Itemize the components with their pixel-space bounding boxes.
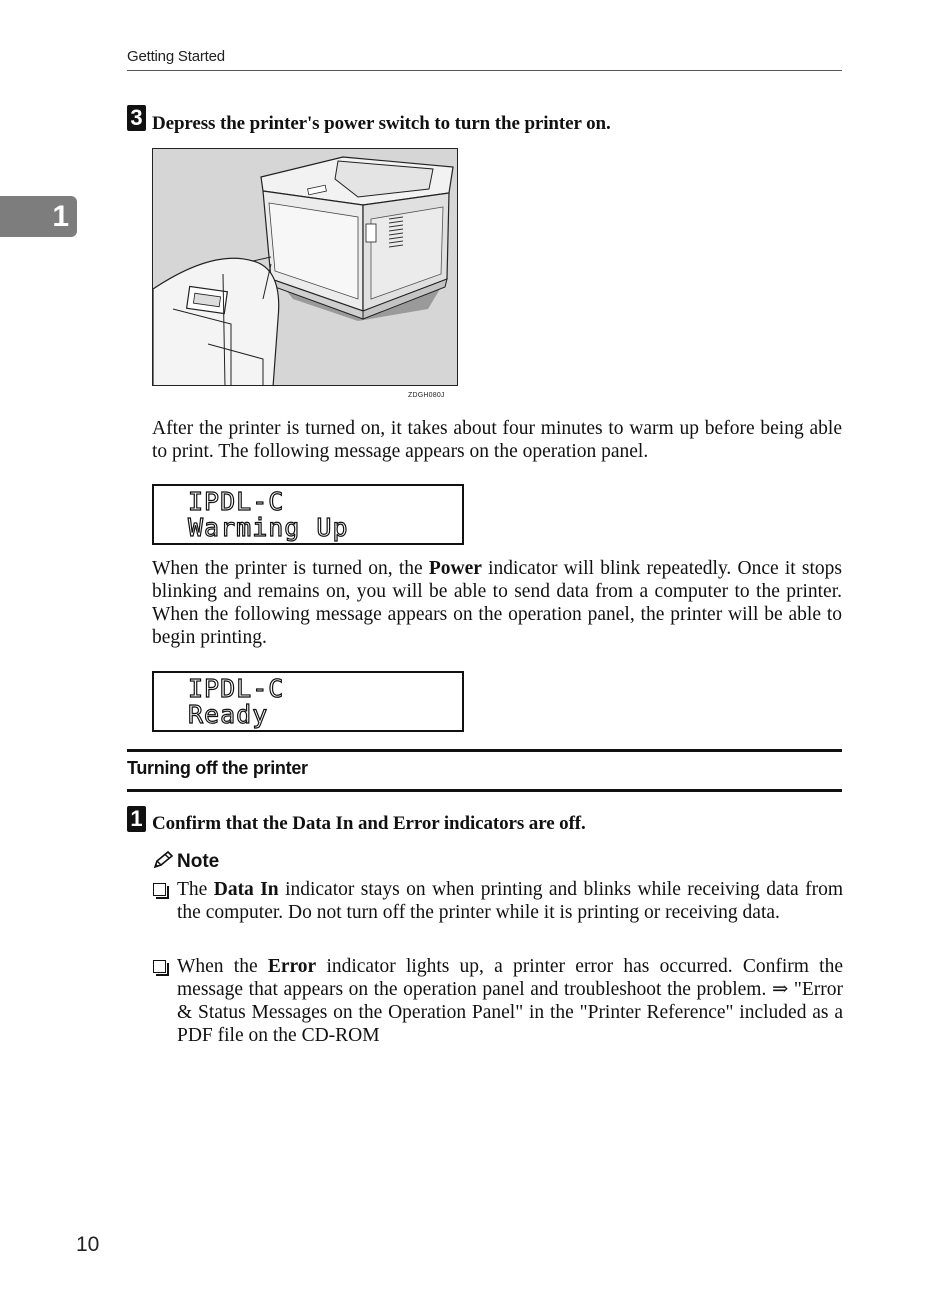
header-rule — [127, 70, 842, 71]
step-number-badge: 1 — [127, 806, 146, 832]
lcd-panel-warming — [152, 484, 464, 545]
chapter-tab: 1 — [0, 196, 77, 237]
step-instruction: Depress the printer's power switch to turn the printer on. — [152, 113, 611, 134]
page-number: 10 — [76, 1233, 100, 1256]
warmup-paragraph: After the printer is turned on, it takes about four minutes to warm up before being able to print. The following message appears on the operation panel. — [152, 418, 842, 462]
lcd-line-2: Ready — [188, 700, 269, 729]
lcd-panel-ready — [152, 671, 464, 732]
section-rule-top — [127, 749, 842, 752]
lcd-line-1: IPDL-C — [188, 487, 285, 516]
power-indicator-label: Power — [428, 558, 482, 579]
note-item — [177, 878, 843, 924]
power-paragraph — [152, 557, 842, 649]
error-label: Error — [267, 956, 317, 977]
note-item-post: indicator lights up, a printer error has occurred. Confirm the message that appears on the operation panel and troubleshoot the problem. ⇒ "Error & Status Messages on the Operation Panel" in the "Printer Reference" included as a PDF file on the CD-ROM — [177, 956, 843, 1046]
pencil-icon — [152, 850, 174, 870]
running-header: Getting Started — [127, 48, 225, 65]
power-paragraph-pre: When the printer is turned on, the — [152, 558, 429, 579]
note-item-post: indicator stays on when printing and blinks while receiving data from the computer. Do not turn off the printer while it is printing or receiving data. — [177, 879, 843, 923]
data-in-label: Data In — [213, 879, 279, 900]
power-paragraph-post: indicator will blink repeatedly. Once it stops blinking and remains on, you will be able to send data from a computer to the printer. When the following message appears on the operation panel, the printer will be able to begin printing. — [152, 558, 842, 648]
note-heading — [152, 850, 219, 873]
figure-code: ZDGH080J — [408, 392, 445, 399]
printer-icon — [153, 149, 458, 386]
section-heading: Turning off the printer — [127, 758, 308, 778]
note-item-pre: When the — [177, 956, 268, 977]
checkbox-bullet-icon — [153, 883, 166, 896]
section-rule-bottom — [127, 789, 842, 792]
note-title: Note — [177, 851, 220, 872]
lcd-line-2: Warming Up — [188, 513, 349, 542]
lcd-line-1: IPDL-C — [188, 674, 285, 703]
step-number-badge: 3 — [127, 105, 146, 131]
checkbox-bullet-icon — [153, 960, 166, 973]
step-instruction: Confirm that the Data In and Error indicators are off. — [152, 813, 586, 834]
note-item-pre: The — [177, 879, 214, 900]
note-item — [177, 955, 843, 1047]
printer-illustration — [152, 148, 458, 386]
